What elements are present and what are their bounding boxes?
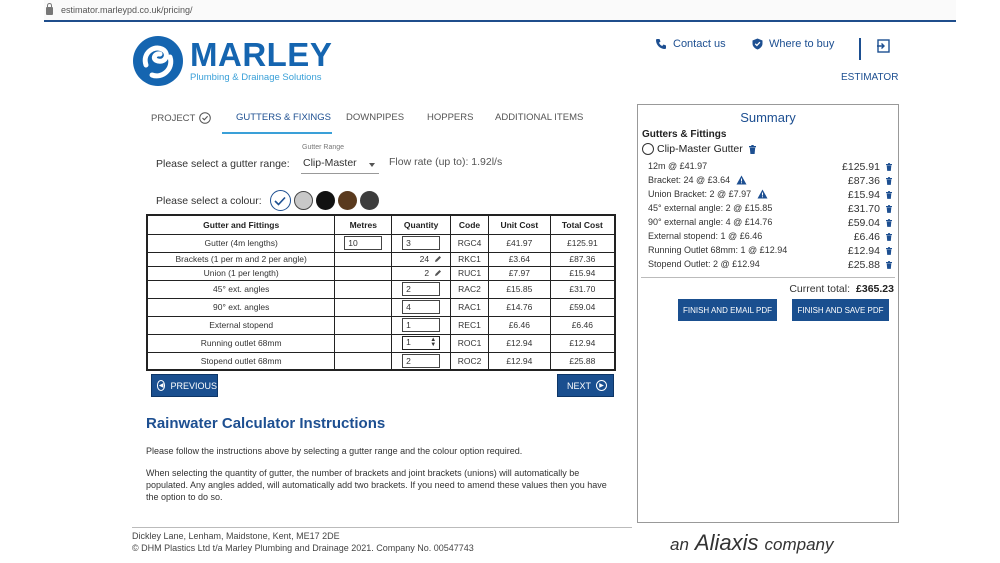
- summary-line-amount: £125.91: [842, 161, 880, 173]
- tab-gutters-fixings[interactable]: GUTTERS & FIXINGS: [236, 112, 332, 123]
- summary-line-label: 12m @ £41.97: [648, 161, 708, 171]
- summary-line: [648, 161, 892, 175]
- active-tab-indicator: [222, 132, 332, 134]
- row-code: ROC2: [451, 352, 489, 370]
- summary-line: [648, 245, 892, 259]
- address-url[interactable]: estimator.marleypd.co.uk/pricing/: [61, 5, 193, 15]
- row-code: RKC1: [451, 252, 489, 266]
- tab-project-label: PROJECT: [151, 112, 196, 124]
- instructions-paragraph-2: When selecting the quantity of gutter, the number of brackets and joint brackets (unions) will automatically be populated. Any angles added, will automatically add two brackets. If you need to amend these values then you have the option to do so.: [146, 468, 607, 502]
- row-unit-cost: £7.97: [488, 266, 550, 280]
- metres-cell: [335, 298, 392, 316]
- previous-button[interactable]: [151, 374, 218, 397]
- col-header-metres: Metres: [335, 215, 392, 234]
- table-row: [147, 252, 615, 266]
- tab-hoppers[interactable]: HOPPERS: [427, 112, 474, 123]
- table-header-row: [147, 215, 615, 234]
- row-name: External stopend: [147, 316, 335, 334]
- row-name: 90° ext. angles: [147, 298, 335, 316]
- quantity-cell: [392, 352, 451, 370]
- row-code: RAC1: [451, 298, 489, 316]
- phone-icon: [655, 38, 667, 50]
- summary-line-label-wrap: [648, 189, 768, 199]
- row-unit-cost: £3.64: [488, 252, 550, 266]
- footer-address: Dickley Lane, Lenham, Maidstone, Kent, ME17 2DE: [132, 531, 340, 541]
- colour-swatch-white[interactable]: [270, 190, 291, 211]
- summary-line-amount: £15.94: [847, 189, 880, 201]
- table-row: [147, 280, 615, 298]
- col-header-total-cost: Total Cost: [550, 215, 615, 234]
- contact-us-label: Contact us: [673, 38, 726, 50]
- quantity-input[interactable]: 2: [402, 354, 440, 368]
- table-row: [147, 334, 615, 352]
- summary-section-title: Gutters & Fittings: [642, 129, 727, 140]
- summary-line-amount: £6.46: [853, 231, 880, 243]
- where-to-buy-label: Where to buy: [769, 38, 835, 50]
- quantity-input[interactable]: 1: [402, 318, 440, 332]
- summary-line: [648, 231, 892, 245]
- tab-downpipes[interactable]: DOWNPIPES: [346, 112, 405, 123]
- header-divider: [859, 38, 861, 60]
- fittings-table: [146, 214, 616, 371]
- summary-line: [648, 189, 892, 203]
- summary-line-amount: £59.04: [847, 217, 880, 229]
- row-total-cost: £6.46: [550, 316, 615, 334]
- summary-line-label: 90° external angle: 4 @ £14.76: [648, 217, 773, 227]
- quantity-input[interactable]: 3: [402, 236, 440, 250]
- quantity-value: 2: [424, 268, 430, 278]
- summary-line-label-wrap: [648, 175, 747, 185]
- row-name: Brackets (1 per m and 2 per angle): [147, 252, 335, 266]
- summary-line: [648, 217, 892, 231]
- summary-line-label: Union Bracket: 2 @ £7.97: [648, 189, 752, 199]
- step-tabs: [146, 112, 626, 136]
- table-row: [147, 234, 615, 252]
- instructions-paragraph-1: Please follow the instructions above by selecting a gutter range and the colour option required.: [146, 446, 523, 456]
- contact-us-link[interactable]: [655, 38, 726, 50]
- row-unit-cost: £15.85: [488, 280, 550, 298]
- current-total-value: £365.23: [856, 283, 894, 295]
- summary-line-label: 45° external angle: 2 @ £15.85: [648, 203, 773, 213]
- quantity-input[interactable]: 4: [402, 300, 440, 314]
- aliaxis-name: Aliaxis: [694, 530, 759, 555]
- row-name: Running outlet 68mm: [147, 334, 335, 352]
- colour-row: [156, 190, 382, 211]
- trash-icon[interactable]: [886, 219, 892, 227]
- trash-icon[interactable]: [886, 233, 892, 241]
- edit-pencil-icon[interactable]: [434, 255, 442, 263]
- gutter-range-prompt: Please select a gutter range:: [156, 158, 290, 170]
- row-code: ROC1: [451, 334, 489, 352]
- gutter-range-select[interactable]: [301, 156, 379, 174]
- row-unit-cost: £6.46: [488, 316, 550, 334]
- row-unit-cost: £12.94: [488, 334, 550, 352]
- aliaxis-an: an: [670, 535, 689, 554]
- metres-cell: [335, 252, 392, 266]
- current-total: [789, 283, 894, 295]
- check-circle-icon: [199, 112, 211, 124]
- next-button[interactable]: [557, 374, 614, 397]
- colour-swatch-anthracite[interactable]: [360, 191, 379, 210]
- row-total-cost: £59.04: [550, 298, 615, 316]
- colour-swatch-brown[interactable]: [338, 191, 357, 210]
- col-header-quantity: Quantity: [392, 215, 451, 234]
- gutter-range-select-label: Gutter Range: [302, 144, 345, 151]
- row-code: REC1: [451, 316, 489, 334]
- row-total-cost: £12.94: [550, 334, 615, 352]
- check-icon: [274, 196, 286, 206]
- row-unit-cost: £41.97: [488, 234, 550, 252]
- aliaxis-logo: [670, 530, 833, 556]
- row-name: Union (1 per length): [147, 266, 335, 280]
- trash-icon[interactable]: [886, 163, 892, 171]
- quantity-cell: [392, 298, 451, 316]
- metres-input[interactable]: 10: [344, 236, 382, 250]
- aliaxis-company: company: [764, 535, 834, 554]
- row-name: 45° ext. angles: [147, 280, 335, 298]
- estimator-link[interactable]: ESTIMATOR: [841, 72, 899, 83]
- quantity-cell: [392, 316, 451, 334]
- metres-cell: [335, 266, 392, 280]
- flow-rate-text: Flow rate (up to): 1.92l/s: [389, 156, 503, 168]
- row-code: RAC2: [451, 280, 489, 298]
- brand-name: MARLEY: [190, 36, 333, 73]
- tab-additional-items[interactable]: ADDITIONAL ITEMS: [495, 112, 584, 123]
- quantity-input[interactable]: 2: [402, 282, 440, 296]
- summary-gutter-row: [642, 143, 756, 155]
- quantity-value: 24: [419, 254, 430, 264]
- summary-line-amount: £31.70: [847, 203, 880, 215]
- chevron-down-icon: [369, 163, 375, 167]
- row-total-cost: £125.91: [550, 234, 615, 252]
- summary-line-amount: £87.36: [847, 175, 880, 187]
- row-unit-cost: £14.76: [488, 298, 550, 316]
- metres-cell: [335, 234, 392, 252]
- warning-icon: [757, 189, 768, 199]
- trash-icon[interactable]: [886, 177, 892, 185]
- col-header-code: Code: [451, 215, 489, 234]
- col-header-fittings: Gutter and Fittings: [147, 215, 335, 234]
- metres-cell: [335, 316, 392, 334]
- summary-line-amount: £12.94: [847, 245, 880, 257]
- instructions-title: Rainwater Calculator Instructions: [146, 415, 386, 432]
- table-row: [147, 298, 615, 316]
- brand-tagline: Plumbing & Drainage Solutions: [190, 72, 322, 83]
- trash-icon[interactable]: [886, 261, 892, 269]
- col-header-unit-cost: Unit Cost: [488, 215, 550, 234]
- metres-cell: [335, 334, 392, 352]
- metres-cell: [335, 280, 392, 298]
- colour-prompt: Please select a colour:: [156, 194, 262, 207]
- trash-icon[interactable]: [886, 247, 892, 255]
- quantity-cell: [392, 266, 451, 280]
- row-total-cost: £25.88: [550, 352, 615, 370]
- finish-save-pdf-button[interactable]: FINISH AND SAVE PDF: [792, 299, 889, 321]
- warning-icon: [736, 175, 747, 185]
- summary-line-label: Bracket: 24 @ £3.64: [648, 175, 731, 185]
- location-shield-icon: [752, 38, 763, 50]
- trash-icon[interactable]: [886, 205, 892, 213]
- summary-line-label: Running Outlet 68mm: 1 @ £12.94: [648, 245, 788, 255]
- address-bar[interactable]: [44, 0, 956, 22]
- summary-panel: [637, 104, 899, 523]
- summary-gutter-name: Clip-Master Gutter: [657, 143, 743, 155]
- row-unit-cost: £12.94: [488, 352, 550, 370]
- summary-line: [648, 203, 892, 217]
- footer-copyright: © DHM Plastics Ltd t/a Marley Plumbing and Drainage 2021. Company No. 00547743: [132, 543, 474, 553]
- quantity-value: 1: [406, 337, 411, 347]
- stepper-arrows-icon[interactable]: ▲ ▼: [430, 337, 437, 348]
- edit-pencil-icon[interactable]: [434, 269, 442, 277]
- row-code: RGC4: [451, 234, 489, 252]
- quantity-cell: [392, 334, 451, 352]
- arrow-right-icon: ▶: [596, 380, 607, 391]
- table-row: [147, 352, 615, 370]
- previous-label: PREVIOUS: [170, 380, 217, 391]
- current-total-label: Current total:: [789, 283, 851, 295]
- quantity-cell: [392, 252, 451, 266]
- row-total-cost: £15.94: [550, 266, 615, 280]
- quantity-cell: [392, 280, 451, 298]
- row-total-cost: £31.70: [550, 280, 615, 298]
- summary-line-label: External stopend: 1 @ £6.46: [648, 231, 763, 241]
- footer-divider: [132, 527, 632, 528]
- table-row: [147, 316, 615, 334]
- metres-cell: [335, 352, 392, 370]
- arrow-left-icon: ◀: [157, 380, 165, 391]
- where-to-buy-link[interactable]: [752, 38, 834, 50]
- gutter-radio[interactable]: [642, 143, 654, 155]
- logout-icon[interactable]: [876, 39, 890, 53]
- tab-project[interactable]: [151, 112, 211, 124]
- row-name: Gutter (4m lengths): [147, 234, 335, 252]
- summary-line: [648, 175, 892, 189]
- row-name: Stopend outlet 68mm: [147, 352, 335, 370]
- table-row: [147, 266, 615, 280]
- quantity-stepper[interactable]: [402, 336, 440, 350]
- row-total-cost: £87.36: [550, 252, 615, 266]
- row-code: RUC1: [451, 266, 489, 280]
- lock-icon: [46, 7, 53, 15]
- quantity-cell: [392, 234, 451, 252]
- marley-logo[interactable]: [132, 35, 332, 87]
- summary-line-amount: £25.88: [847, 259, 880, 271]
- gutter-range-value: Clip-Master: [303, 157, 357, 169]
- next-label: NEXT: [567, 380, 592, 391]
- summary-divider: [641, 277, 895, 278]
- trash-icon[interactable]: [749, 145, 756, 154]
- colour-swatch-grey[interactable]: [294, 191, 313, 210]
- summary-line: [648, 259, 892, 273]
- summary-title: Summary: [740, 110, 796, 125]
- trash-icon[interactable]: [886, 191, 892, 199]
- marley-swirl-icon: [132, 35, 184, 87]
- colour-swatch-black[interactable]: [316, 191, 335, 210]
- summary-line-label: Stopend Outlet: 2 @ £12.94: [648, 259, 760, 269]
- finish-email-pdf-button[interactable]: FINISH AND EMAIL PDF: [678, 299, 777, 321]
